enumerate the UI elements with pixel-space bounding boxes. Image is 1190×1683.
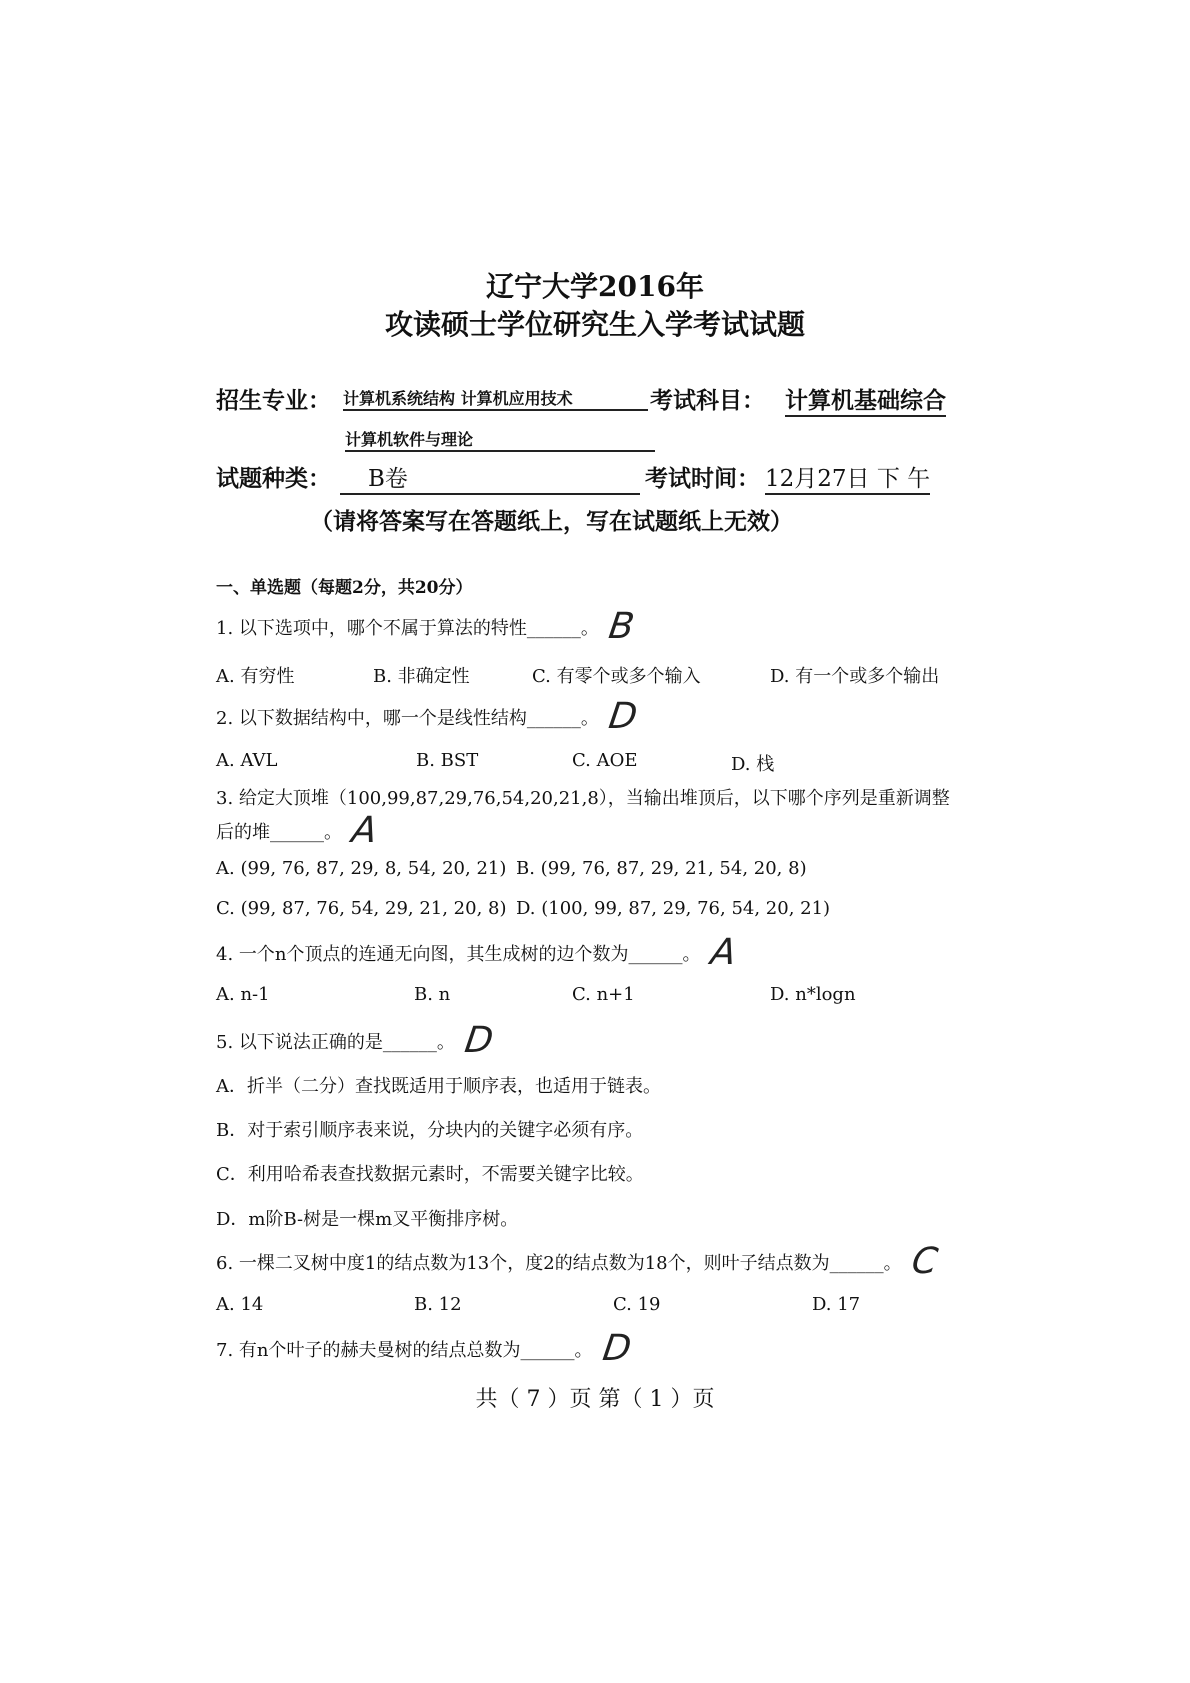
q3-option-c: C. (99, 87, 76, 54, 29, 21, 20, 8): [216, 898, 507, 919]
q1-option-a: A. 有穷性: [216, 666, 295, 687]
title-line2: 攻读硕士学位研究生入学考试试题: [384, 308, 805, 341]
notice: （请将答案写在答题纸上，写在试题纸上无效）: [310, 508, 793, 535]
q6-handwritten-answer: C: [908, 1241, 940, 1282]
q1-option-b: B. 非确定性: [373, 666, 470, 687]
q4-option-b: B. n: [414, 984, 451, 1005]
q5-handwritten-answer: D: [462, 1020, 496, 1061]
subject-label: 考试科目：: [650, 387, 765, 414]
q1-option-c: C. 有零个或多个输入: [532, 666, 701, 687]
q6-stem: 6. 一棵二叉树中度1的结点数为13个，度2的结点数为18个，则叶子结点数为______。: [216, 1253, 902, 1274]
q1-row: [216, 606, 637, 647]
q2-stem: 2. 以下数据结构中，哪一个是线性结构______。: [216, 708, 599, 729]
subject: 计算机基础综合: [785, 382, 946, 417]
q2-option-d: D. 栈: [731, 754, 775, 775]
q2-handwritten-answer: D: [606, 696, 640, 737]
q7-handwritten-answer: D: [599, 1328, 634, 1369]
q3-row: [216, 810, 380, 851]
q5-stem: 5. 以下说法正确的是______。: [216, 1032, 455, 1053]
q3-stem: 3. 给定大顶堆（100,99,87,29,76,54,20,21,8），当输出堆顶后，以下哪个序列是重新调整: [216, 788, 950, 809]
q4-row: [216, 932, 739, 973]
major-2: 计算机软件与理论: [345, 427, 655, 452]
q5-option-b: B．对于索引顺序表来说，分块内的关键字必须有序。: [216, 1120, 644, 1141]
q4-handwritten-answer: A: [707, 932, 739, 973]
q1-stem: 1. 以下选项中，哪个不属于算法的特性______。: [216, 618, 599, 639]
q5-option-a: A．折半（二分）查找既适用于顺序表，也适用于链表。: [216, 1076, 661, 1097]
q3-option-d: D. (100, 99, 87, 29, 76, 54, 20, 21): [516, 898, 831, 919]
page-footer: 共（ 7 ）页 第（ 1 ）页: [475, 1387, 715, 1412]
q2-option-c: C. AOE: [572, 750, 638, 771]
section-heading: 一、单选题（每题2分，共20分）: [216, 578, 473, 598]
q5-row: [216, 1020, 496, 1061]
q6-option-c: C. 19: [613, 1294, 661, 1315]
q4-stem: 4. 一个n个顶点的连通无向图，其生成树的边个数为______。: [216, 944, 701, 965]
q1-option-d: D. 有一个或多个输出: [770, 666, 940, 687]
type-label: 试题种类：: [216, 465, 331, 492]
paper-type: B卷: [340, 460, 640, 495]
q3-handwritten-answer: A: [349, 810, 380, 851]
q6-row: [216, 1241, 940, 1282]
q2-option-a: A. AVL: [216, 750, 278, 771]
q3-stem-cont: 后的堆______。: [216, 822, 342, 843]
q7-row: [216, 1328, 634, 1369]
q4-option-d: D. n*logn: [770, 984, 856, 1005]
q1-handwritten-answer: B: [606, 606, 637, 647]
q3-option-a: A. (99, 76, 87, 29, 8, 54, 20, 21): [216, 858, 507, 879]
q6-option-a: A. 14: [216, 1294, 264, 1315]
exam-time: 12月27日 下 午: [765, 460, 930, 495]
time-label: 考试时间：: [645, 465, 760, 492]
q4-option-a: A. n-1: [216, 984, 270, 1005]
q5-option-d: D．m阶B-树是一棵m叉平衡排序树。: [216, 1209, 519, 1230]
q2-option-b: B. BST: [416, 750, 479, 771]
q7-stem: 7. 有n个叶子的赫夫曼树的结点总数为______。: [216, 1340, 593, 1361]
q2-row: [216, 696, 640, 737]
q5-option-c: C．利用哈希表查找数据元素时，不需要关键字比较。: [216, 1164, 644, 1185]
q4-option-c: C. n+1: [572, 984, 635, 1005]
major-1: 计算机系统结构 计算机应用技术: [343, 386, 648, 411]
q3-option-b: B. (99, 76, 87, 29, 21, 54, 20, 8): [516, 858, 807, 879]
title-line1: 辽宁大学2016年: [486, 270, 704, 303]
major-label: 招生专业：: [216, 387, 331, 414]
q6-option-b: B. 12: [414, 1294, 462, 1315]
q6-option-d: D. 17: [812, 1294, 861, 1315]
